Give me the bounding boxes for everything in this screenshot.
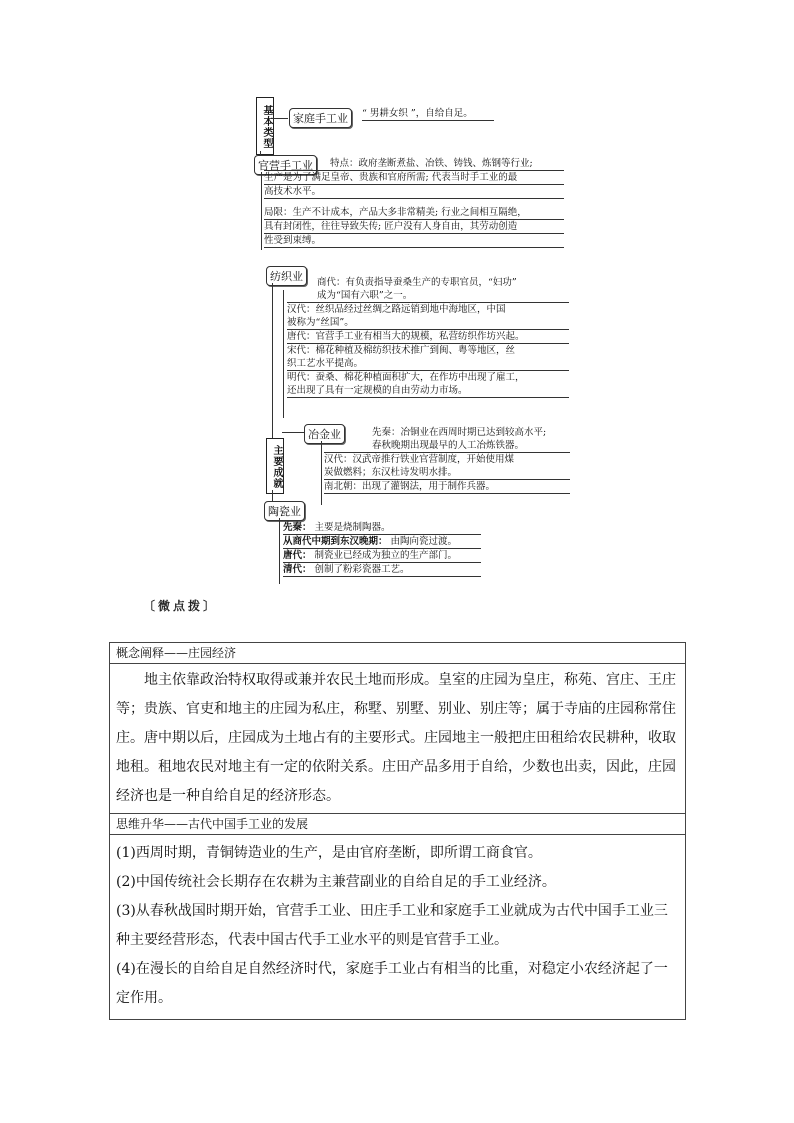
metallurgy-node: 冶金业: [304, 424, 345, 444]
ceramic-preqin: 先秦： 主要是烧制陶器。: [283, 521, 481, 535]
main-achievements-label: 主要成就: [266, 438, 284, 494]
concept-body: [110, 664, 685, 814]
metal-preqin: 先秦：冶铜业在西周时期已达到较高水平; 春秋晚期出现最早的人工冶炼铁器。: [324, 426, 570, 453]
family-handicraft-desc: “ 男耕女织 ”，自给自足。: [362, 107, 494, 121]
concept-title: 概念阐释——庄园经济: [110, 643, 685, 664]
metal-han: 汉代：汉武帝推行铁业官营制度，开始使用煤 炭做燃料；东汉杜诗发明水排。: [324, 453, 570, 480]
textile-shang: 商代：有负责指导蚕桑生产的专职官员，“妇功” 成为“国有六职”之一。: [287, 276, 569, 303]
textile-song: 宋代：棉花种植及棉纺织技术推广到闽、粤等地区，丝 织工艺水平提高。: [287, 344, 569, 371]
official-handicraft-node: 官营手工业: [254, 155, 317, 175]
basic-types-label: 基本类型: [256, 97, 274, 155]
metallurgy-items: [324, 426, 570, 494]
ceramics-items: [283, 521, 481, 577]
notes-table: [109, 642, 686, 1020]
develop-item-1: (1)西周时期，青铜铸造业的生产，是由官府垄断，即所谓工商食官。: [116, 845, 542, 861]
develop-body: [110, 835, 685, 1019]
official-features: 特点：政府垄断煮盐、冶铁、铸钱、炼钢等行业; 生产是为了满足皇帝、贵族和官府所需; 代表当时手工业的最 高技术水平。: [264, 157, 564, 199]
ceramic-qing: 清代： 创制了粉彩瓷器工艺。: [283, 563, 481, 577]
develop-item-3: (3)从春秋战国时期开始，官营手工业、田庄手工业和家庭手工业就成为古代中国手工业三种主要经营形态，代表中国古代手工业水平的则是官营手工业。: [116, 903, 668, 948]
weidianbo-heading: 〔微点拨〕: [143, 599, 219, 613]
concept-text: 地主依靠政治特权取得或兼并农民土地而形成。皇室的庄园为皇庄，称苑、宫庄、王庄等；贵族、官吏和地主的庄园为私庄，称墅、别墅、别业、别庄等；属于寺庙的庄园称常住庄。唐中期以后，庄园成为土地占有的主要形式。庄园地主一般把庄田租给农民耕种，收取地租。租地农民对地主有一定的依附关系。庄田产品多用于自给，少数也出卖，因此，庄园经济也是一种自给自足的经济形态。: [116, 672, 676, 804]
ceramic-tang: 唐代： 制瓷业已经成为独立的生产部门。: [283, 549, 481, 563]
textile-ming: 明代：蚕桑、棉花种植面积扩大，在作坊中出现了雇工， 还出现了具有一定规模的自由劳动力市场。: [287, 371, 569, 398]
metal-nanbeichao: 南北朝：出现了灌钢法，用于制作兵器。: [324, 480, 570, 494]
official-limitations: 局限：生产不计成本，产品大多非常精美; 行业之间相互隔绝， 具有封闭性，往往导致失传; 匠户没有人身自由，其劳动创造 性受到束缚。: [264, 206, 564, 248]
ceramic-shang-han: 从商代中期到东汉晚期： 由陶向瓷过渡。: [283, 535, 481, 549]
develop-item-4: (4)在漫长的自给自足自然经济时代，家庭手工业占有相当的比重，对稳定小农经济起了一定作用。: [116, 961, 668, 1006]
textile-han: 汉代：丝织品经过丝绸之路远销到地中海地区，中国 被称为“丝国”。: [287, 303, 569, 330]
family-handicraft-node: 家庭手工业: [289, 108, 352, 128]
develop-title: 思维升华——古代中国手工业的发展: [110, 814, 685, 835]
textile-items: [287, 276, 569, 398]
ceramics-node: 陶瓷业: [264, 501, 305, 521]
textile-tang: 唐代：官营手工业有相当大的规模，私营纺织作坊兴起。: [287, 330, 569, 344]
develop-item-2: (2)中国传统社会长期存在农耕为主兼营副业的自给自足的手工业经济。: [116, 874, 556, 890]
textile-node: 纺织业: [266, 266, 307, 286]
